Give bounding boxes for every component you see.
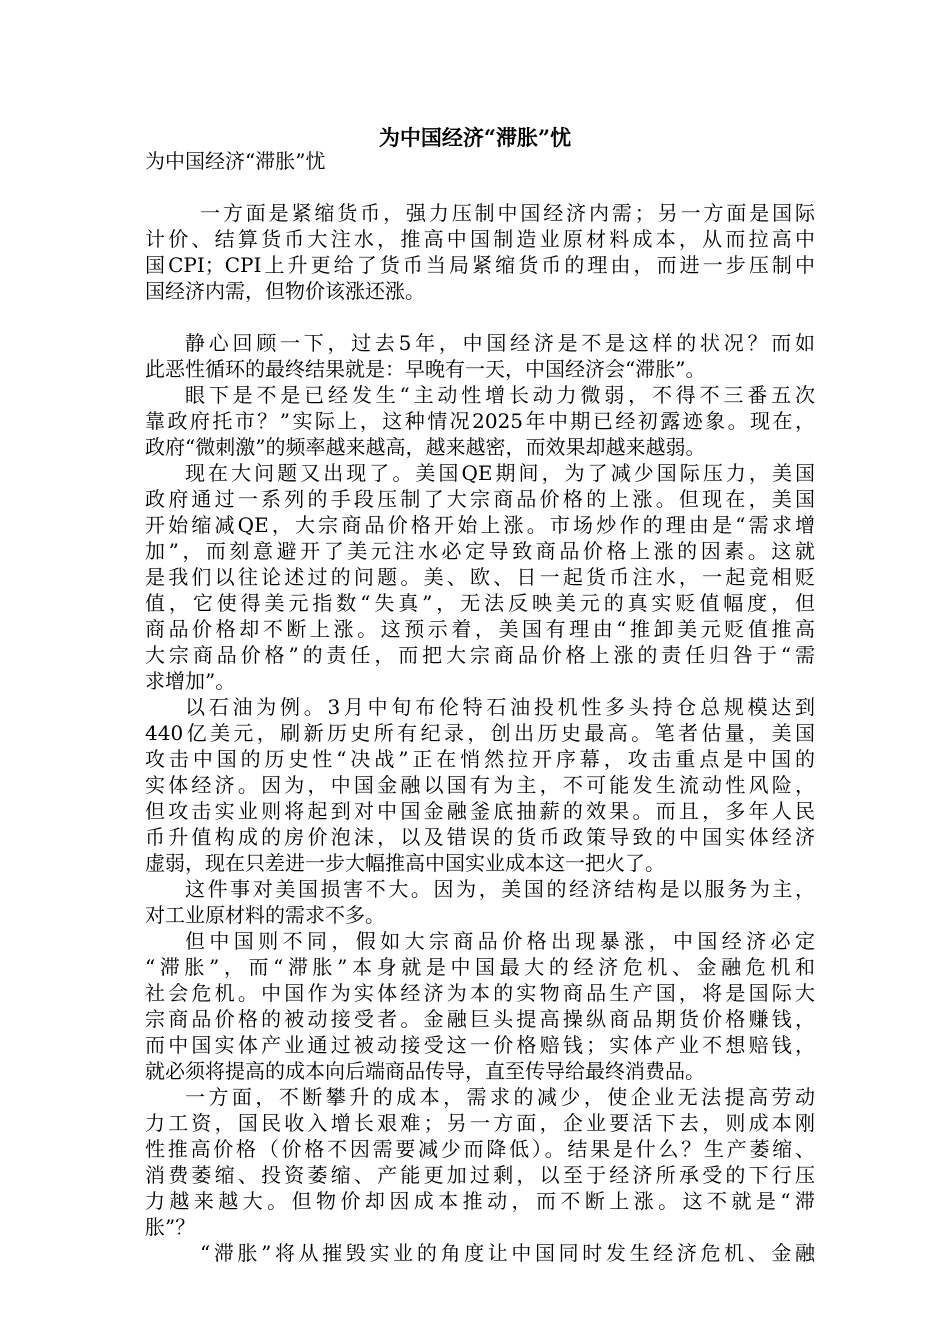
- paragraph-line: 此恶性循环的最终结果就是：早晚有一天，中国经济会“滞胀”。: [145, 357, 706, 381]
- paragraph-line: 胀”？: [145, 1215, 196, 1239]
- paragraph-line: 力越来越大。但物价却因成本推动，而不断上涨。这不就是“滞: [145, 1189, 815, 1213]
- paragraph-line: 值，它使得美元指数“失真”，无法反映美元的真实贬值幅度，但: [145, 591, 815, 615]
- paragraph-line: “滞胀”将从摧毁实业的角度让中国同时发生经济危机、金融: [200, 1241, 815, 1265]
- paragraph-line: 实体经济。因为，中国金融以国有为主，不可能发生流动性风险，: [145, 773, 815, 797]
- paragraph-gap: [145, 304, 815, 330]
- paragraph-line: 一方面，不断攀升的成本，需求的减少，使企业无法提高劳动: [185, 1085, 815, 1109]
- paragraph-line: 就必须将提高的成本向后端商品传导，直至传导给最终消费品。: [145, 1059, 705, 1083]
- paragraph-line: 加”，而刻意避开了美元注水必定导致商品价格上涨的因素。这就: [145, 539, 815, 563]
- paragraph-line: 政府“微刺激”的频率越来越高，越来越密，而效果却越来越弱。: [145, 435, 706, 459]
- paragraph-line: 国CPI；CPI上升更给了货币当局紧缩货币的理由，而进一步压制中: [145, 253, 815, 277]
- paragraph-line: 计价、结算货币大注水，推高中国制造业原材料成本，从而拉高中: [145, 227, 815, 251]
- paragraph-line: 商品价格却不断上涨。这预示着，美国有理由“推卸美元贬值推高: [145, 617, 815, 641]
- paragraph-line: 攻击中国的历史性“决战”正在悄然拉开序幕，攻击重点是中国的: [145, 747, 815, 771]
- paragraph-line: 求增加”。: [145, 669, 236, 693]
- paragraph-line: 这件事对美国损害不大。因为，美国的经济结构是以服务为主，: [185, 877, 815, 901]
- document-subtitle: 为中国经济“滞胀”忧: [145, 149, 326, 173]
- paragraph-line: 但中国则不同，假如大宗商品价格出现暴涨，中国经济必定: [185, 929, 815, 953]
- paragraph-line: 静心回顾一下，过去5年，中国经济是不是这样的状况？而如: [185, 331, 815, 355]
- paragraph-line: 币升值构成的房价泡沫，以及错误的货币政策导致的中国实体经济: [145, 825, 815, 849]
- paragraph-line: 但攻击实业则将起到对中国金融釜底抽薪的效果。而且，多年人民: [145, 799, 815, 823]
- paragraph-line: 性推高价格（价格不因需要减少而降低）。结果是什么？生产萎缩、: [145, 1137, 815, 1161]
- paragraph-line: 对工业原材料的需求不多。: [145, 903, 385, 927]
- paragraph-line: 440亿美元，刷新历史所有纪录，创出历史最高。笔者估量，美国: [145, 721, 815, 745]
- paragraph-line: 国经济内需，但物价该涨还涨。: [145, 279, 425, 303]
- paragraph-line: 开始缩减QE，大宗商品价格开始上涨。市场炒作的理由是“需求增: [145, 513, 815, 537]
- paragraph-line: 是我们以往论述过的问题。美、欧、日一起货币注水，一起竞相贬: [145, 565, 815, 589]
- paragraph-line: 靠政府托市？”实际上，这种情况2025年中期已经初露迹象。现在，: [145, 409, 815, 433]
- paragraph-line: 现在大问题又出现了。美国QE期间，为了减少国际压力，美国: [185, 461, 815, 485]
- paragraph-line: 宗商品价格的被动接受者。金融巨头提高操纵商品期货价格赚钱，: [145, 1007, 815, 1031]
- paragraph-line: 力工资，国民收入增长艰难；另一方面，企业要活下去，则成本刚: [145, 1111, 815, 1135]
- paragraph-line: 大宗商品价格”的责任，而把大宗商品价格上涨的责任归咎于“需: [145, 643, 815, 667]
- paragraph-line: 虚弱，现在只差进一步大幅推高中国实业成本这一把火了。: [145, 851, 665, 875]
- document-body: [145, 200, 815, 1266]
- paragraph-line: 而中国实体产业通过被动接受这一价格赔钱；实体产业不想赔钱，: [145, 1033, 815, 1057]
- paragraph-line: 以石油为例。3月中旬布伦特石油投机性多头持仓总规模达到: [185, 695, 815, 719]
- paragraph-line: 社会危机。中国作为实体经济为本的实物商品生产国，将是国际大: [145, 981, 815, 1005]
- paragraph-line: 政府通过一系列的手段压制了大宗商品价格的上涨。但现在，美国: [145, 487, 815, 511]
- document-title: 为中国经济“滞胀”忧: [378, 125, 572, 150]
- paragraph-line: 一方面是紧缩货币，强力压制中国经济内需；另一方面是国际: [200, 201, 815, 225]
- paragraph-line: “滞胀”，而“滞胀”本身就是中国最大的经济危机、金融危机和: [145, 955, 815, 979]
- paragraph-line: 眼下是不是已经发生“主动性增长动力微弱，不得不三番五次: [185, 383, 815, 407]
- paragraph-line: 消费萎缩、投资萎缩、产能更加过剩，以至于经济所承受的下行压: [145, 1163, 815, 1187]
